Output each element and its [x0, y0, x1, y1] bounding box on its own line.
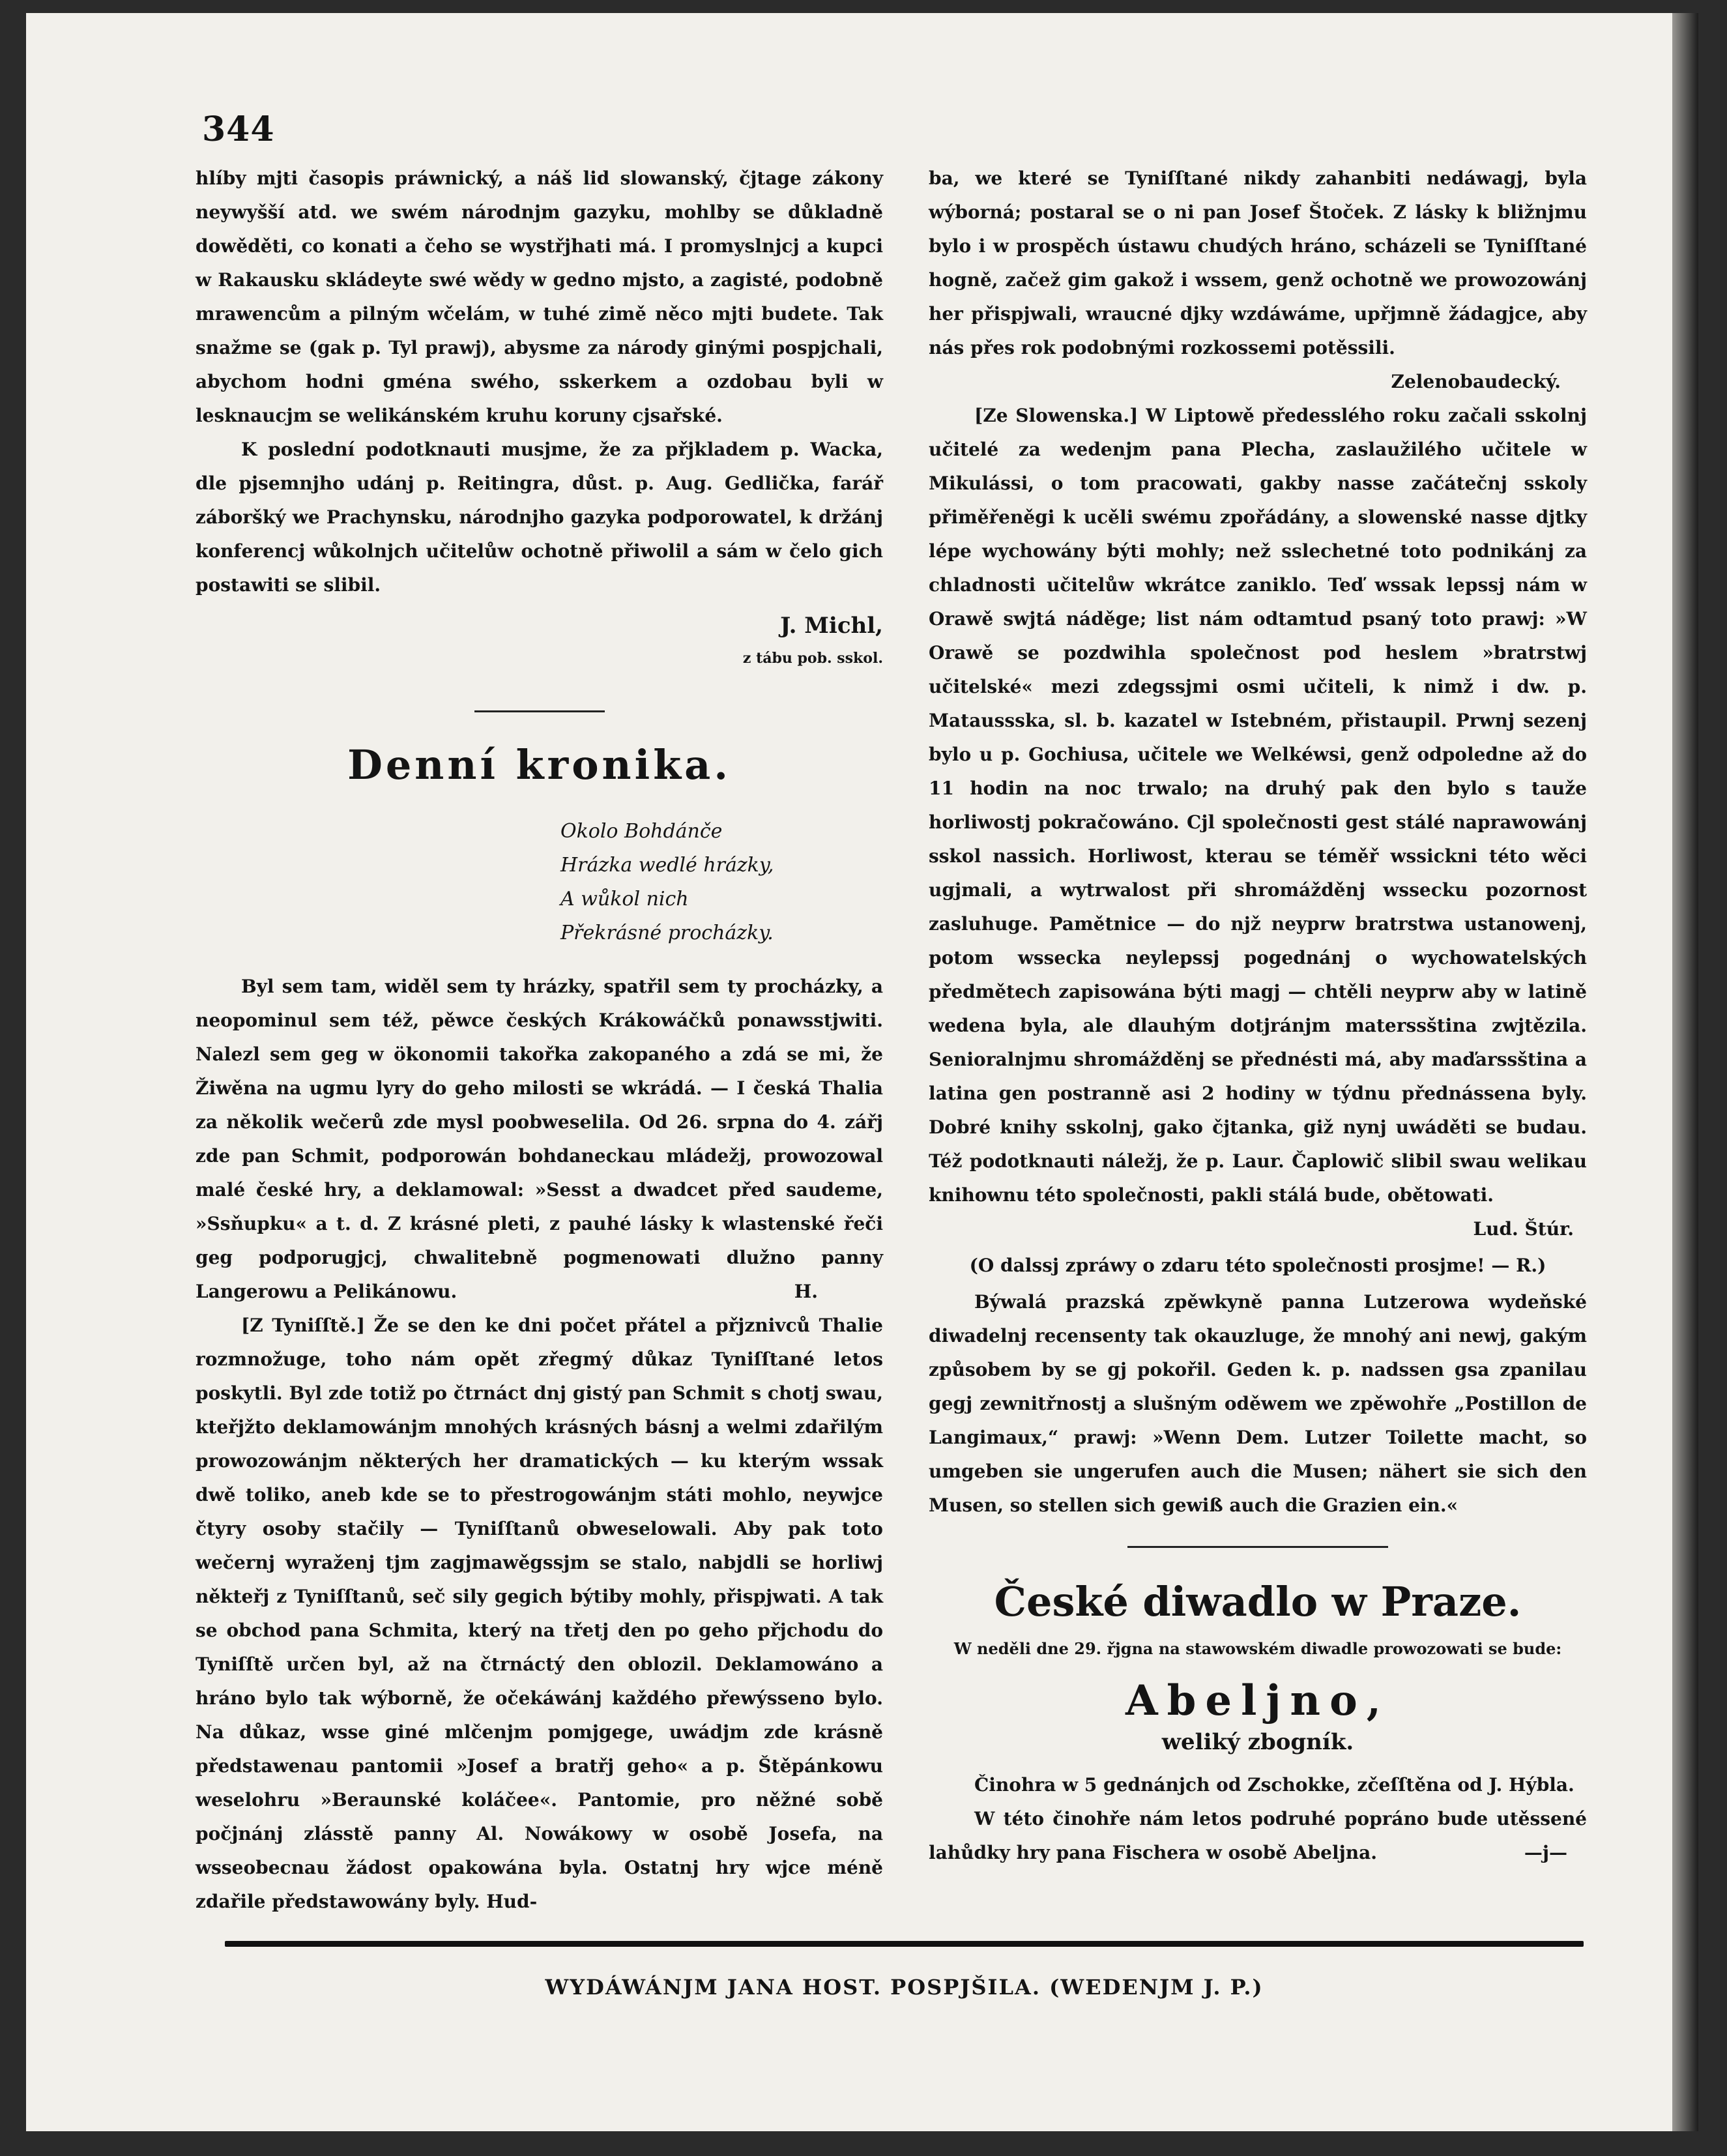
author-zelenobaudecky: Zelenobaudecký.	[1391, 371, 1561, 392]
signature-sub: z tábu pob. sskol.	[742, 650, 883, 667]
footer-rule	[225, 1941, 1584, 1947]
author-stur: Lud. Štúr.	[1473, 1218, 1574, 1240]
play-note-text: W této činohře nám letos podruhé popráno bude utěssené lahůdky hry pana Fischera w osobě Abeljna.	[929, 1808, 1587, 1863]
signature: J. Michl,	[780, 613, 883, 639]
section-divider	[1127, 1546, 1388, 1548]
play-note	[929, 1802, 1587, 1870]
right-column	[929, 162, 1587, 1870]
bohdanec-text: Byl sem tam, widěl sem ty hrázky, spatřil sem ty procházky, a neopominul sem též, pěwce českých Krákowáčků ponawsstjwiti. Nalezl sem geg w ökonomii takořka zakopaného a zdá se mi, že Žiwěna na ugmu lyry do geho milosti se wkrádá. — I česká Thalia za několik wečerů zde mysl poobweselila. Od 26. srpna do 4. zářj zde pan Schmit, podporowán bohdaneckau mládežj, prowozowal malé české hry, a deklamowal: »Sesst a dwadcet před saudeme, »Ssňupku« a t. d. Z krásné pleti, z pauhé lásky k wlastenské řeči geg podporugjcj, chwalitebně pogmenowati dlužno panny Langerowu a Pelikánowu.	[196, 976, 883, 1302]
poem-line: Okolo Bohdánče	[560, 820, 723, 843]
bohdanec-initial: H.	[794, 1281, 818, 1302]
section-divider	[474, 710, 605, 712]
play-info: Činohra w 5 gednánjch od Zschokke, zčeſſtěna od J. Hýbla.	[974, 1774, 1575, 1796]
theatre-title: České diwadlo w Praze.	[994, 1578, 1522, 1625]
poem	[560, 815, 860, 950]
intro-paragraph: hlíby mjti časopis práwnický, a náš lid slowanský, čjtage zákony neywyšší atd. we swém národnjm gazyku, mohlby se důkladně dowěděti, co konati a čeho se wystřjhati má. I promyslnjcj a kupci w Rakausku skládeyte swé wědy w gedno mjsto, a zagisté, podobně mrawencům a pilným wčelám, w tuhé zimě něco mjti budete. Tak snažme se (gak p. Tyl prawj), abysme za národy ginými pospjchali, abychom hodni gména swého, sskerkem a ozdobau byli w lesknaucjm se welikánském kruhu koruny cjsařské.	[196, 168, 883, 426]
imprint: WYDÁWÁNJM JANA HOST. POSPJŠILA. (WEDENJM J. P.)	[545, 1975, 1264, 2000]
play-subtitle: weliký zbogník.	[1161, 1729, 1354, 1755]
left-column	[196, 162, 883, 1919]
bohdanec-paragraph	[196, 970, 883, 1309]
poem-line: Hrázka wedlé hrázky,	[560, 854, 774, 877]
play-title: Abeljno,	[1125, 1676, 1391, 1725]
theatre-date: W neděli dne 29. řjgna na stawowském diwadle prowozowati se bude:	[953, 1639, 1562, 1658]
section-title: Denní kronika.	[347, 741, 731, 789]
poem-line: Překrásné procházky.	[560, 922, 774, 944]
continuation-paragraph: ba, we které se Tyniſſtané nikdy zahanbiti nedáwagj, byla wýborná; postaral se o ni pan Josef Štoček. Z lásky k bližnjmu bylo i w prospěch ústawu chudých hráno, scházeli se Tyniſſtané hogně, začež gim gakož i wssem, genž ochotně we prowozowánj her přispjwali, wraucné djky wzdáwáme, upřjmně žádagjce, aby nás přes rok podobnými rozkossemi potěssili.	[929, 168, 1587, 358]
poem-line: A wůkol nich	[560, 888, 689, 910]
lutzer-paragraph: Býwalá prazská zpěwkyně panna Lutzerowa wydeňské diwadelnj recensenty tak okauzluge, že mnohý ani newj, gakým způsobem by se gj pokořil. Geden k. p. nadssen gsa zpanilau gegj zewnitřnostj a slušným oděwem we zpěwohře „Postillon de Langimaux,“ prawj: »Wenn Dem. Lutzer Toilette macht, so umgeben sie ungerufen auch die Musen; nähert sie sich den Musen, so stellen sich gewiß auch die Grazien ein.«	[929, 1291, 1587, 1516]
play-note-sign: —j—	[1524, 1842, 1567, 1863]
editor-note: (O dalssj zpráwy o zdaru této společnosti prosjme! — R.)	[969, 1255, 1546, 1276]
slovakia-paragraph: [Ze Slowenska.] W Liptowě předesslého roku začali sskolnj učitelé za wedenjm pana Plecha, zaslaužilého učitele w Mikulássi, o tom pracowati, gakby nasse začátečnj sskoly přiměřeněgi k ucěli swému zpořádány, a slowenské nasse djtky lépe wychowány býti mohly; než sslechetné toto podnikánj za chladnosti učitelůw wkrátce zaniklo. Teď wssak lepssj nám w Orawě swjtá náděge; list nám odtamtud psaný toto prawj: »W Orawě se pozdwihla společnost pod heslem »bratrstwj učitelské« mezi zdegssjmi osmi učiteli, k nimž i dw. p. Mataussska, sl. b. kazatel w Istebném, přistaupil. Prwnj sezenj bylo u p. Gochiusa, učitele we Welkéwsi, genž odpoledne až do 11 hodin na noc trwalo; na druhý pak den bylo s tauže horliwostj pokračowáno. Cjl společnosti gest stálé naprawowánj sskol nassich. Horliwost, kterau se téměř wssickni této wěci ugjmali, a wytrwalost při shromážděnj wssecku pozornost zasluhuge. Pamětnice — do njž neyprw bratrstwa ustanowenj, potom wssecka neylepssj pogednánj o wychowatelských předmětech zapisowána býti magj — chtěli neyprw aby w latině wedena byla, ale dlauhým dotjránjm materssština zwjtězila. Senioralnjmu shromážděnj se přednésti má, aby maďarssština a latina gen postranně asi 2 hodiny w týdnu přednássena byly. Dobré knihy sskolnj, gako čjtanka, giž nynj uwáděti se budau. Též podotknauti náležj, že p. Laur. Čaplowič slibil swau welikau knihownu této společnosti, pakli stálá bude, obětowati.	[929, 405, 1587, 1206]
tynisste-paragraph: [Z Tyniſſtě.] Že se den ke dni počet přátel a přjznivců Thalie rozmnožuge, toho nám opět zřegmý důkaz Tyniſſtané letos poskytli. Byl zde totiž po čtrnáct dnj gistý pan Schmit s chotj swau, kteřjžto deklamowánjm mnohých krásných básnj a welmi zdařilým prowozowánjm některých her dramatických — ku kterým wssak dwě toliko, aneb kde se to přestrogowánjm státi mohlo, neywjce čtyry osoby stačily — Tyniſſtanů obweselowali. Aby pak toto wečernj wyraženj tjm zagjmawěgssjm se stalo, nabjdli se horliwj někteřj z Tyniſſtanů, seč sily gegich býtiby mohly, přispjwati. A tak se obchod pana Schmita, který na třetj den po geho přjchodu do Tyniſſtě určen byl, až na čtrnáctý den oblozil. Deklamowáno a hráno bylo tak wýborně, že očekáwánj každého přewýsseno bylo. Na důkaz, wsse giné mlčenjm pomjgege, uwádjm zde krásně předstawenau pantomii »Josef a bratřj geho« a p. Štěpánkowu weselohru »Beraunské koláčee«. Pantomie, pro něžné sobě počjnánj zlásstě panny Al. Nowákowy w osobě Josefa, na wsseobecnau žádost opakowána byla. Ostatnj hry wjce méně zdařile předstawowány byly. Hud-	[196, 1315, 883, 1912]
page-number: 344	[202, 109, 275, 149]
page-gutter	[1672, 13, 1698, 2131]
second-paragraph: K poslední podotknauti musjme, že za přjkladem p. Wacka, dle pjsemnjho udánj p. Reitingra, důst. p. Aug. Gedlička, farář záboršký we Prachynsku, národnjho gazyka podporowatel, k držánj konferencj wůkolnjch učitelůw ochotně přiwolil a sám w čelo gich postawiti se slibil.	[196, 439, 883, 596]
